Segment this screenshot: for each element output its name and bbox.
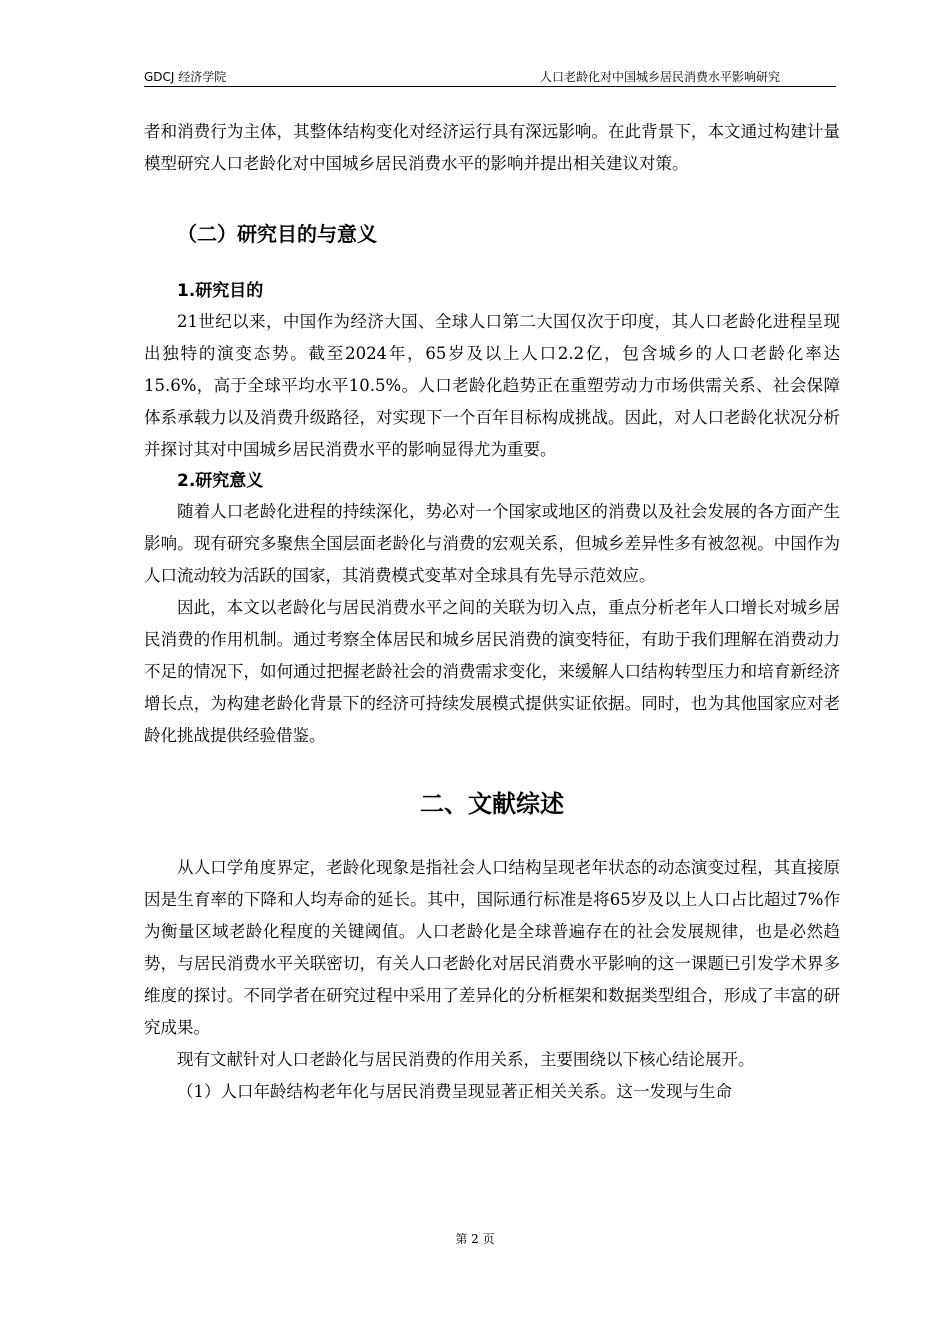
header-institution: GDCJ 经济学院 — [144, 70, 227, 84]
header-paper-title: 人口老龄化对中国城乡居民消费水平影响研究 — [539, 70, 780, 84]
subheading-research-significance: 2.研究意义 — [177, 471, 264, 491]
paragraph-review-3: （1）人口年龄结构老年化与居民消费呈现显著正相关关系。这一发现与生命 — [177, 1082, 732, 1101]
page-header — [144, 68, 836, 87]
page-number: 第 2 页 — [455, 1232, 495, 1246]
page-body — [144, 116, 840, 1108]
paragraph-significance-2: 因此，本文以老龄化与居民消费水平之间的关联为切入点，重点分析老年人口增长对城乡居民消费的作用机制。通过考察全体居民和城乡居民消费的演变特征，有助于我们理解在消费动力不足的情况下，如何通过把握老龄社会的消费需求变化，来缓解人口结构转型压力和培育新经济增长点，为构建老龄化背景下的经济可持续发展模式提供实证依据。同时，也为其他国家应对老龄化挑战提供经验借鉴。 — [144, 598, 840, 745]
section-heading-purpose: （二）研究目的与意义 — [177, 222, 377, 246]
subheading-research-purpose: 1.研究目的 — [177, 281, 264, 301]
paragraph-review-1: 从人口学角度界定，老龄化现象是指社会人口结构呈现老年状态的动态演变过程，其直接原因是生育率的下降和人均寿命的延长。其中，国际通行标准是将65岁及以上人口占比超过7%作为衡量区域老龄化程度的关键阈值。人口老龄化是全球普遍存在的社会发展规律，也是必然趋势，与居民消费水平关联密切，有关人口老龄化对居民消费水平影响的这一课题已引发学术界多维度的探讨。不同学者在研究过程中采用了差异化的分析框架和数据类型组合，形成了丰富的研究成果。 — [144, 858, 840, 1037]
paragraph-research-purpose: 21世纪以来，中国作为经济大国、全球人口第二大国仅次于印度，其人口老龄化进程呈现出独特的演变态势。截至2024年，65岁及以上人口2.2亿，包含城乡的人口老龄化率达15.6%，高于全球平均水平10.5%。人口老龄化趋势正在重塑劳动力市场供需关系、社会保障体系承载力以及消费升级路径，对实现下一个百年目标构成挑战。因此，对人口老龄化状况分析并探讨其对中国城乡居民消费水平的影响显得尤为重要。 — [144, 312, 840, 459]
section-heading-literature-review: 二、文献综述 — [420, 790, 564, 818]
paragraph-significance-1: 随着人口老龄化进程的持续深化，势必对一个国家或地区的消费以及社会发展的各方面产生影响。现有研究多聚焦全国层面老龄化与消费的宏观关系，但城乡差异性多有被忽视。中国作为人口流动较为活跃的国家，其消费模式变革对全球具有先导示范效应。 — [144, 502, 840, 585]
intro-paragraph-tail: 者和消费行为主体，其整体结构变化对经济运行具有深远影响。在此背景下，本文通过构建计量模型研究人口老龄化对中国城乡居民消费水平的影响并提出相关建议对策。 — [144, 122, 840, 173]
paragraph-review-2: 现有文献针对人口老龄化与居民消费的作用关系，主要围绕以下核心结论展开。 — [177, 1050, 755, 1069]
